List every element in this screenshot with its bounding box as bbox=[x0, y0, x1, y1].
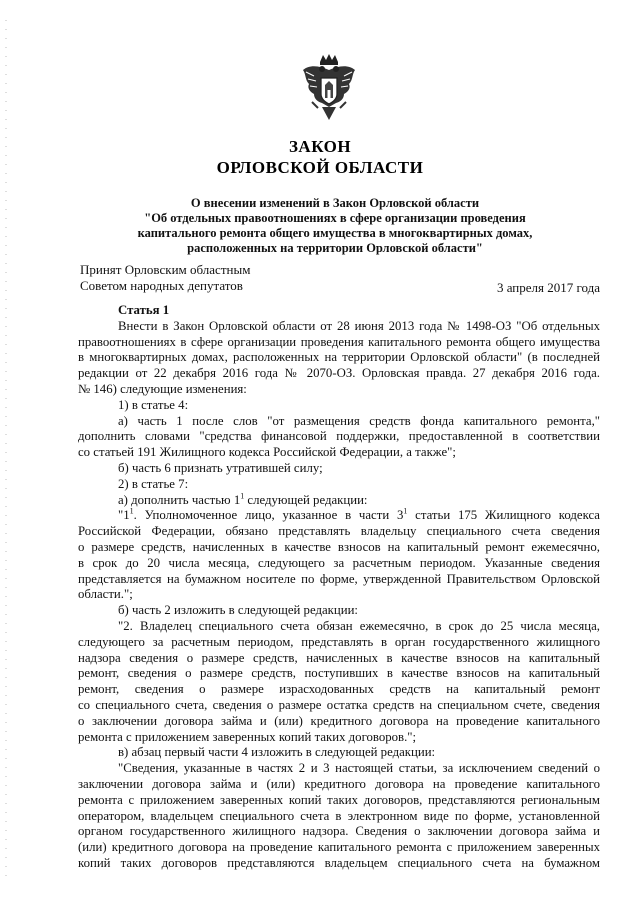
body-text: б) часть 2 изложить в следующей редакции: bbox=[118, 603, 358, 618]
body-line bbox=[78, 477, 600, 493]
superscript: 1 bbox=[403, 508, 408, 517]
body-line bbox=[78, 761, 600, 777]
body-text: "Сведения, указанные в частях 2 и 3 настоящей статьи, за исключением сведений о bbox=[118, 761, 600, 776]
body-text: в) абзац первый части 4 изложить в следующей редакции: bbox=[118, 745, 436, 760]
body-text: заключении договора займа и (или) кредитного договора на проведение капитального bbox=[78, 776, 600, 791]
body-line bbox=[78, 350, 600, 366]
body-text: 2) в статье 7: bbox=[118, 476, 189, 491]
body-line bbox=[78, 856, 600, 872]
body-line bbox=[78, 508, 600, 524]
body-text: в срок до 20 числа месяца, следующего за расчетным периодом. Указанные сведения bbox=[78, 555, 600, 570]
body-text: редакции от 22 декабря 2016 года № 2070-ОЗ. Орловская правда. 27 декабря 2016 года. bbox=[78, 366, 600, 381]
body-text: а) дополнить частью 1 bbox=[118, 492, 241, 507]
body-text: Российской Федерации, обязано представлять владельцу специального счета сведения bbox=[78, 524, 600, 539]
body-line bbox=[78, 366, 600, 382]
body-text: органом государственного жилищного надзора. Сведения о заключении договора займа и bbox=[78, 824, 600, 839]
body-line bbox=[78, 730, 600, 746]
body-text: 1) в статье 4: bbox=[118, 397, 189, 412]
body-text: копий таких договоров представляются владельцем специального счета на бумажном bbox=[78, 855, 600, 870]
body-text: а) часть 1 после слов "от размещения средств фонда капитального ремонта," bbox=[118, 413, 600, 428]
body-line bbox=[78, 319, 600, 335]
subject-line: расположенных на территории Орловской области" bbox=[187, 241, 483, 255]
body-text: надзора сведения о размере средств, начисленных в качестве взносов на капитальный bbox=[78, 650, 600, 665]
adoption-line: Советом народных депутатов bbox=[80, 278, 243, 293]
body-text: . Уполномоченное лицо, указанное в части 3 bbox=[133, 508, 404, 523]
law-body bbox=[78, 303, 600, 872]
body-text: оператором, владельцем специального счета в электронном виде по форме, установленной bbox=[78, 808, 600, 823]
body-line bbox=[78, 382, 600, 398]
body-line bbox=[78, 398, 600, 414]
body-line bbox=[78, 824, 600, 840]
body-line bbox=[78, 587, 600, 603]
body-line bbox=[78, 745, 600, 761]
adoption-date: 3 апреля 2017 года bbox=[496, 280, 600, 295]
body-text: б) часть 6 признать утратившей силу; bbox=[118, 460, 323, 475]
body-text: следующего за расчетным периодом, представлять в орган государственного жилищного bbox=[78, 634, 600, 649]
body-text: (или) кредитного договора на проведение капитального ремонта с приложением заверенных bbox=[78, 840, 600, 855]
subject-line: "Об отдельных правоотношениях в сфере организации проведения bbox=[144, 211, 526, 225]
subject-line: О внесении изменений в Закон Орловской области bbox=[190, 196, 480, 210]
body-line bbox=[78, 619, 600, 635]
body-line bbox=[78, 840, 600, 856]
body-line bbox=[78, 493, 600, 509]
body-text: "2. Владелец специального счета обязан ежемесячно, в срок до 25 числа месяца, bbox=[118, 618, 600, 633]
law-subject bbox=[100, 196, 570, 256]
body-text: правоотношениях в сфере организации проведения капитального ремонта общего имущества bbox=[78, 334, 600, 349]
body-line bbox=[78, 335, 600, 351]
body-text: Внести в Закон Орловской области от 28 июня 2013 года № 1498-ОЗ "Об отдельных bbox=[118, 318, 600, 333]
body-line bbox=[78, 572, 600, 588]
body-line bbox=[78, 777, 600, 793]
body-text: со статьей 191 Жилищного кодекса Российской Федерации, а также"; bbox=[78, 445, 456, 460]
body-line bbox=[78, 603, 600, 619]
body-text: "1 bbox=[118, 508, 130, 523]
body-text: ремонта с приложением заверенных копий таких договоров."; bbox=[78, 729, 417, 744]
body-text: в многоквартирных домах, расположенных на территории Орловской области" (в последней bbox=[78, 350, 600, 365]
region-title: ОРЛОВСКОЙ ОБЛАСТИ bbox=[216, 158, 424, 177]
body-line bbox=[78, 445, 600, 461]
body-text: о размере средств, начисленных в качестве взносов на капитальный ремонт ежемесячно, bbox=[78, 539, 600, 554]
body-line bbox=[78, 682, 600, 698]
body-line bbox=[78, 793, 600, 809]
body-text: ремонт, сведения о размере израсходованных средств на капитальный ремонт bbox=[78, 682, 600, 697]
superscript: 1 bbox=[240, 492, 245, 501]
body-text: ремонта с приложением заверенных копий таких договоров, представляются региональным bbox=[78, 792, 600, 807]
body-line bbox=[78, 666, 600, 682]
body-line bbox=[78, 809, 600, 825]
article-heading: Статья 1 bbox=[118, 303, 170, 317]
body-line bbox=[78, 635, 600, 651]
superscript: 1 bbox=[129, 508, 134, 517]
oryol-oblast-coat-of-arms-icon bbox=[300, 52, 358, 124]
law-title: ЗАКОН bbox=[288, 137, 352, 156]
body-line bbox=[78, 714, 600, 730]
body-text: дополнить словами "средства финансовой поддержки, предоставленной в соответствии bbox=[78, 429, 600, 444]
subject-line: капитального ремонта общего имущества в многоквартирных домах, bbox=[137, 226, 533, 240]
body-line bbox=[78, 429, 600, 445]
body-line bbox=[78, 414, 600, 430]
adoption-note bbox=[80, 262, 250, 294]
body-text: статьи 175 Жилищного кодекса bbox=[407, 508, 600, 523]
body-text: представляется на бумажном носителе по форме, утвержденной Правительством Орловской bbox=[78, 571, 600, 586]
adoption-line: Принят Орловским областным bbox=[80, 262, 251, 277]
body-line bbox=[78, 698, 600, 714]
body-text: № 146) следующие изменения: bbox=[78, 381, 247, 396]
body-line bbox=[78, 651, 600, 667]
body-line bbox=[78, 540, 600, 556]
body-text: области."; bbox=[78, 587, 133, 602]
body-line bbox=[78, 461, 600, 477]
body-text: следующей редакции: bbox=[244, 492, 368, 507]
body-text: со специального счета, сведения о размере остатка средств на специальном счете, сведения bbox=[78, 697, 600, 712]
body-line bbox=[78, 524, 600, 540]
body-line bbox=[78, 556, 600, 572]
body-text: о заключении договора займа и (или) кредитного договора на проведение капитального bbox=[78, 713, 600, 728]
body-text: ремонт, сведения о размере средств, поступивших в качестве взносов на капитальный bbox=[78, 666, 600, 681]
